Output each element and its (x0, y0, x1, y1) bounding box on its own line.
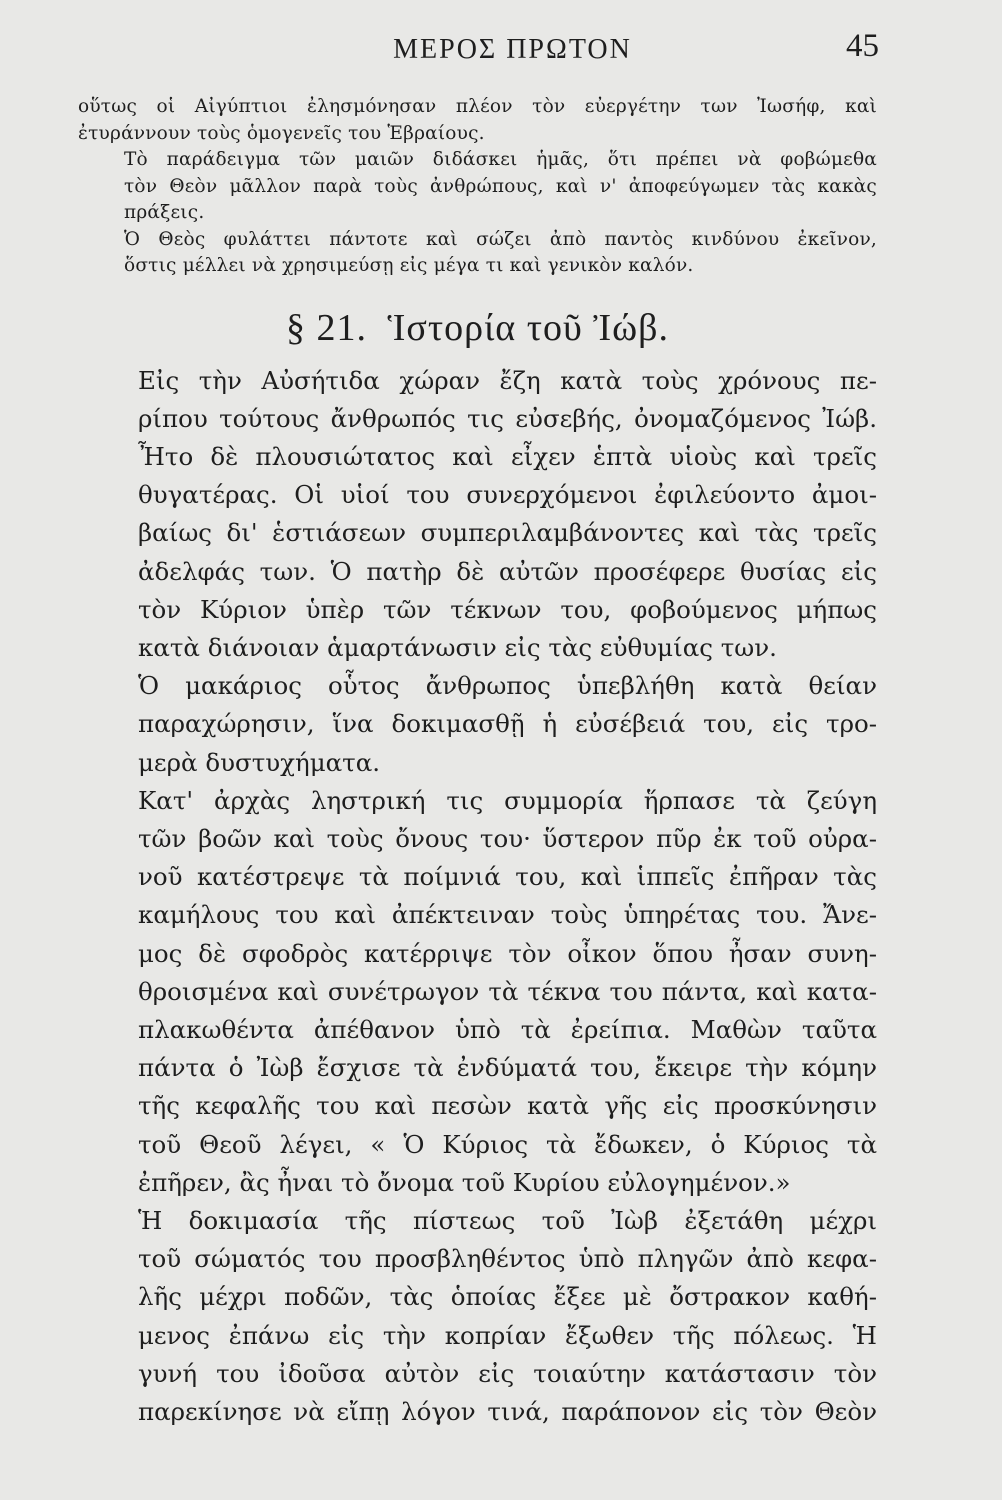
section-number: § 21. (285, 306, 367, 349)
intro-text (78, 94, 877, 280)
text-line: τῶν βοῶν καὶ τοὺς ὄνους του· ὕστερον πῦρ ἐκ τοῦ οὐρα- (138, 823, 877, 853)
body-paragraph-4 (78, 1202, 877, 1431)
text-line: παραχώρησιν, ἵνα δοκιμασθῇ ἡ εὐσέβειά του, εἰς τρο- (138, 709, 877, 739)
text-line: τῆς κεφαλῆς του καὶ πεσὼν κατὰ γῆς εἰς προσκύνησιν (138, 1091, 877, 1121)
text-line: ἐπῆρεν, ἂς ἦναι τὸ ὄνομα τοῦ Κυρίου εὐλογημένον.» (138, 1167, 791, 1197)
text-line: Ἡ δοκιμασία τῆς πίστεως τοῦ Ἰὼβ ἐξετάθη μέχρι (138, 1205, 877, 1235)
text-line: λῆς μέχρι ποδῶν, τὰς ὁποίας ἔξεε μὲ ὄστρακον καθή- (138, 1282, 877, 1312)
intro-paragraph-1 (78, 94, 877, 147)
text-line: μερὰ δυστυχήματα. (138, 747, 381, 777)
text-line: πράξεις. (124, 202, 205, 223)
text-line: τοῦ σώματός του προσβληθέντος ὑπὸ πληγῶν ἀπὸ κεφα- (138, 1244, 877, 1274)
text-line: Εἰς τὴν Αὐσήτιδα χώραν ἔζη κατὰ τοὺς χρόνους πε- (138, 365, 877, 395)
body-text (78, 362, 877, 1432)
text-line: τοῦ Θεοῦ λέγει, « Ὁ Κύριος τὰ ἔδωκεν, ὁ Κύριος τὰ (138, 1129, 877, 1159)
text-line: βαίως δι' ἑστιάσεων συμπεριλαμβάνοντες καὶ τὰς τρεῖς (138, 518, 877, 548)
text-line: οὕτως οἱ Αἰγύπτιοι ἐλησμόνησαν πλέον τὸν εὐεργέτην των Ἰωσήφ, καὶ (78, 96, 877, 117)
text-line: Ὁ μακάριος οὗτος ἄνθρωπος ὑπεβλήθη κατὰ θείαν (138, 671, 877, 701)
text-line: ρίπου τούτους ἄνθρωπός τις εὐσεβής, ὀνομαζόμενος Ἰώβ. (138, 403, 877, 433)
text-line: θυγατέρας. Οἱ υἱοί του συνερχόμενοι ἐφιλεύοντο ἀμοι- (138, 480, 877, 510)
text-line: Τὸ παράδειγμα τῶν μαιῶν διδάσκει ἡμᾶς, ὅτι πρέπει νὰ φοβώμεθα (124, 149, 877, 170)
text-line: γυνή του ἰδοῦσα αὐτὸν εἰς τοιαύτην κατάστασιν τὸν (138, 1358, 877, 1388)
text-line: Ὁ Θεὸς φυλάττει πάντοτε καὶ σώζει ἀπὸ παντὸς κινδύνου ἐκεῖνον, (124, 228, 877, 250)
section-heading (78, 306, 877, 350)
page-number: 45 (846, 28, 879, 64)
intro-paragraph-3 (78, 227, 877, 280)
text-line: πάντα ὁ Ἰὼβ ἔσχισε τὰ ἐνδύματά του, ἔκειρε τὴν κόμην (138, 1053, 877, 1083)
text-line: παρεκίνησε νὰ εἴπῃ λόγον τινά, παράπονον εἰς τὸν Θεὸν (138, 1396, 877, 1426)
text-line: Ἦτο δὲ πλουσιώτατος καὶ εἶχεν ἑπτὰ υἱοὺς καὶ τρεῖς (138, 441, 877, 471)
running-head (78, 28, 877, 68)
text-line: μος δὲ σφοδρὸς κατέρριψε τὸν οἶκον ὅπου ἦσαν συνη- (138, 938, 877, 968)
running-title: ΜΕΡΟΣ ΠΡΩΤΟΝ (393, 34, 632, 65)
text-line: ἐτυράννουν τοὺς ὁμογενεῖς του Ἑβραίους. (78, 122, 485, 144)
text-line: πλακωθέντα ἀπέθανον ὑπὸ τὰ ἐρείπια. Μαθὼν ταῦτα (138, 1014, 877, 1044)
text-line: ἀδελφάς των. Ὁ πατὴρ δὲ αὐτῶν προσέφερε θυσίας εἰς (138, 556, 877, 586)
intro-paragraph-2 (78, 147, 877, 227)
text-line: ὅστις μέλλει νὰ χρησιμεύσῃ εἰς μέγα τι καὶ γενικὸν καλόν. (124, 255, 694, 276)
text-line: μενος ἐπάνω εἰς τὴν κοπρίαν ἔξωθεν τῆς πόλεως. Ἡ (138, 1320, 877, 1350)
text-line: θροισμένα καὶ συνέτρωγον τὰ τέκνα του πάντα, καὶ κατα- (138, 976, 877, 1006)
text-line: κατὰ διάνοιαν ἁμαρτάνωσιν εἰς τὰς εὐθυμίας των. (138, 632, 777, 662)
section-title: Ἱστορία τοῦ Ἰώβ. (387, 306, 670, 349)
text-line: τὸν Θεὸν μᾶλλον παρὰ τοὺς ἀνθρώπους, καὶ ν' ἀποφεύγωμεν τὰς κακὰς (124, 175, 877, 197)
text-line: τὸν Κύριον ὑπὲρ τῶν τέκνων του, φοβούμενος μήπως (138, 594, 877, 624)
text-line: καμήλους του καὶ ἀπέκτειναν τοὺς ὑπηρέτας του. Ἄνε- (138, 900, 877, 930)
body-paragraph-3 (78, 782, 877, 1202)
body-paragraph-1 (78, 362, 877, 668)
text-line: νοῦ κατέστρεψε τὰ ποίμνιά του, καὶ ἱππεῖς ἐπῆραν τὰς (138, 862, 877, 892)
text-line: Κατ' ἀρχὰς ληστρική τις συμμορία ἥρπασε τὰ ζεύγη (138, 785, 877, 815)
body-paragraph-2 (78, 667, 877, 782)
